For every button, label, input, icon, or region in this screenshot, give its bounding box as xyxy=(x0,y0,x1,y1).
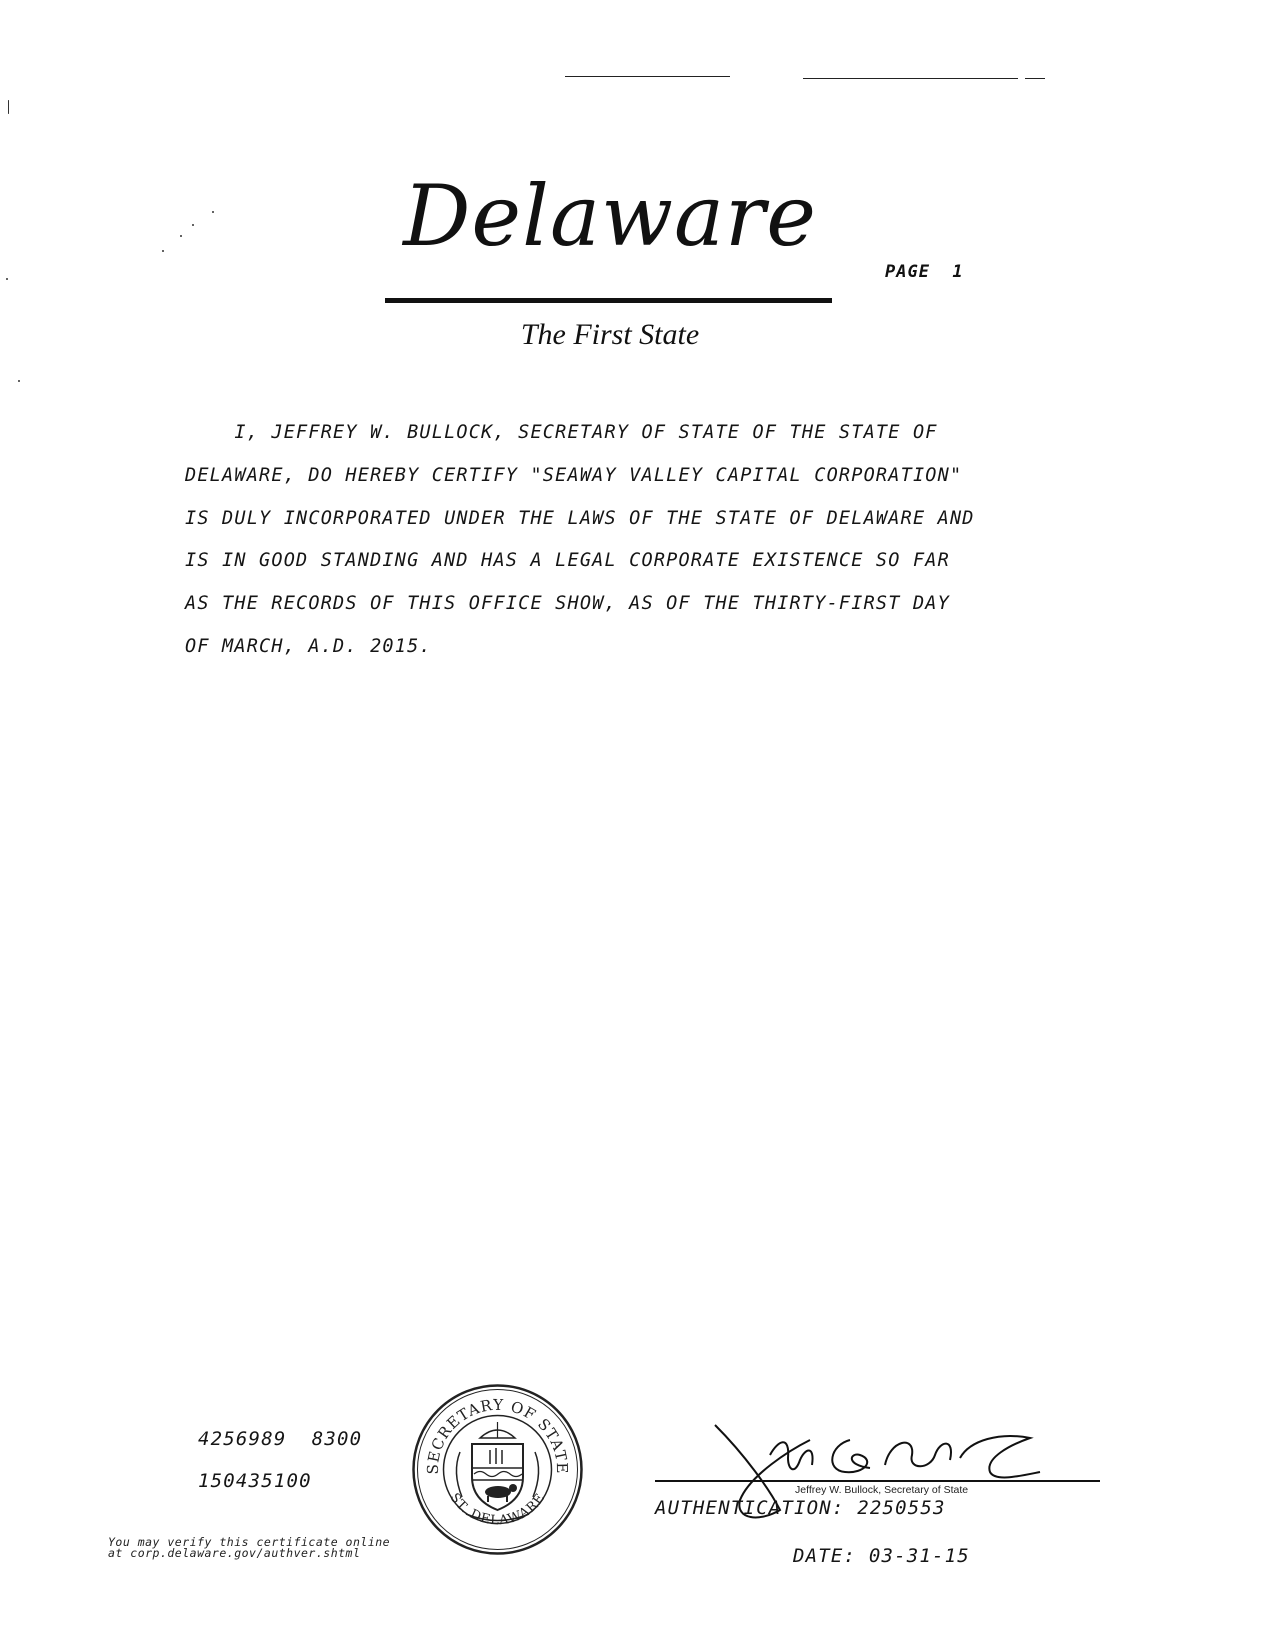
scan-speck xyxy=(212,211,214,213)
certificate-line: IS IN GOOD STANDING AND HAS A LEGAL CORPORATE EXISTENCE SO FAR xyxy=(185,550,950,571)
scan-artifact-line xyxy=(565,76,730,77)
verify-note xyxy=(108,1537,390,1559)
certificate-line: DELAWARE, DO HEREBY CERTIFY "SEAWAY VALLEY CAPITAL CORPORATION" xyxy=(185,465,963,486)
signer-caption: Jeffrey W. Bullock, Secretary of State xyxy=(795,1484,969,1496)
state-title: Delaware xyxy=(403,167,817,265)
certificate-line: I, JEFFREY W. BULLOCK, SECRETARY OF STATE OF THE STATE OF xyxy=(185,422,938,443)
scan-speck xyxy=(192,224,194,226)
scan-speck xyxy=(18,380,20,382)
state-motto: The First State xyxy=(520,318,700,351)
scan-speck xyxy=(8,100,9,114)
scan-speck xyxy=(6,278,8,280)
svg-text:SECRETARY OF STATE: SECRETARY OF STATE xyxy=(423,1395,572,1475)
state-seal xyxy=(410,1382,585,1557)
page-number: PAGE 1 xyxy=(885,262,964,282)
title-rule xyxy=(385,298,832,303)
certificate-line: IS DULY INCORPORATED UNDER THE LAWS OF THE STATE OF DELAWARE AND xyxy=(185,508,975,529)
file-numbers: 4256989 8300 xyxy=(198,1428,363,1450)
authentication-number: AUTHENTICATION: 2250553 xyxy=(655,1497,946,1519)
scan-artifact-line xyxy=(1025,78,1045,79)
certificate-line: OF MARCH, A.D. 2015. xyxy=(185,636,432,657)
certificate-line: AS THE RECORDS OF THIS OFFICE SHOW, AS OF THE THIRTY-FIRST DAY xyxy=(185,593,950,614)
verify-note-line: You may verify this certificate online xyxy=(108,1535,391,1549)
scan-speck xyxy=(162,250,164,252)
certificate-date: DATE: 03-31-15 xyxy=(793,1545,970,1567)
scan-artifact-line xyxy=(803,78,1018,79)
signature-line xyxy=(655,1480,1100,1482)
svg-text:ST. DELAWARE: ST. DELAWARE xyxy=(446,1490,549,1529)
document-number: 150435100 xyxy=(198,1470,312,1492)
scan-speck xyxy=(180,235,182,237)
verify-note-line: at corp.delaware.gov/authver.shtml xyxy=(108,1546,361,1560)
